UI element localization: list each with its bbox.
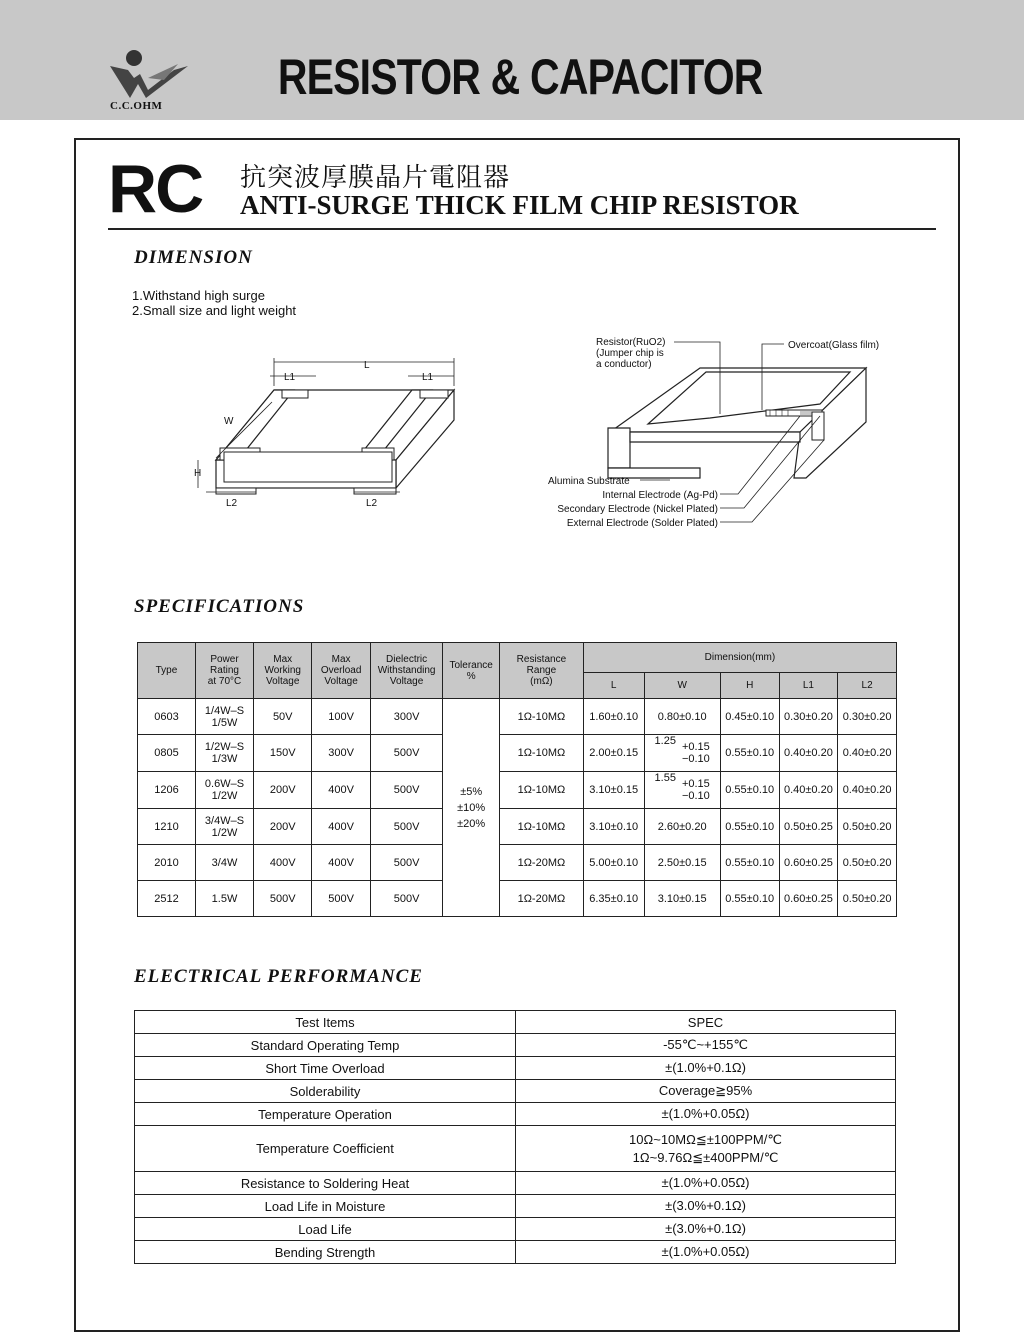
feature-item: 2.Small size and light weight	[132, 303, 297, 318]
table-cell: 500V	[312, 881, 370, 917]
table-cell: 1.55 +0.15 −0.10	[644, 772, 720, 809]
table-cell: 1/4W–S 1/5W	[195, 699, 253, 735]
table-cell: 0.60±0.25	[779, 845, 838, 881]
table-cell: 2.00±0.15	[583, 735, 644, 772]
table-cell: 400V	[312, 845, 370, 881]
table-cell: 0.40±0.20	[779, 772, 838, 809]
feature-list	[132, 288, 296, 318]
outline-label: L2	[366, 498, 378, 509]
table-cell: 1206	[138, 772, 196, 809]
col-header: Power Rating at 70°C	[195, 643, 253, 699]
test-item-cell: Standard Operating Temp	[135, 1034, 516, 1057]
page-title: RESISTOR & CAPACITOR	[277, 49, 763, 105]
table-row	[138, 845, 897, 881]
outline-label: L	[364, 360, 370, 371]
table-cell: 500V	[254, 881, 312, 917]
table-cell: 300V	[312, 735, 370, 772]
alumina-label: Alumina Substrate	[548, 476, 630, 487]
col-header: L1	[779, 673, 838, 699]
table-cell: 100V	[312, 699, 370, 735]
outline-label: W	[224, 416, 234, 427]
table-cell: 0.60±0.25	[779, 881, 838, 917]
table-cell: 0.55±0.10	[720, 845, 779, 881]
test-item-cell: Temperature Coefficient	[135, 1126, 516, 1172]
table-cell: 1.60±0.10	[583, 699, 644, 735]
test-item-cell: Load Life in Moisture	[135, 1195, 516, 1218]
col-header: Max Working Voltage	[254, 643, 312, 699]
test-item-cell: Resistance to Soldering Heat	[135, 1172, 516, 1195]
table-cell: 0.30±0.20	[838, 699, 897, 735]
table-cell: 0.50±0.25	[779, 809, 838, 845]
table-cell: 2010	[138, 845, 196, 881]
table-cell: 0.50±0.20	[838, 845, 897, 881]
electrical-heading: ELECTRICAL PERFORMANCE	[134, 966, 423, 987]
english-title: ANTI-SURGE THICK FILM CHIP RESISTOR	[240, 190, 799, 220]
outline-label: L1	[284, 372, 296, 383]
col-header: Max Overload Voltage	[312, 643, 370, 699]
table-cell: 0.80±0.10	[644, 699, 720, 735]
col-header: Resistance Range (mΩ)	[499, 643, 583, 699]
table-cell: 1210	[138, 809, 196, 845]
spec-cell: ±(3.0%+0.1Ω)	[516, 1195, 896, 1218]
table-row	[135, 1080, 896, 1103]
table-cell: 0.40±0.20	[838, 772, 897, 809]
table-cell: 400V	[312, 809, 370, 845]
table-cell: 3.10±0.15	[644, 881, 720, 917]
table-row	[138, 809, 897, 845]
table-cell: 0.40±0.20	[838, 735, 897, 772]
table-row	[138, 699, 897, 735]
table-cell: 150V	[254, 735, 312, 772]
spec-cell: Coverage≧95%	[516, 1080, 896, 1103]
cross-section-diagram	[530, 332, 910, 542]
table-cell: 0.55±0.10	[720, 735, 779, 772]
table-cell: 5.00±0.10	[583, 845, 644, 881]
col-header: L2	[838, 673, 897, 699]
spec-cell: -55℃~+155℃	[516, 1034, 896, 1057]
test-item-cell: Short Time Overload	[135, 1057, 516, 1080]
outline-label: L2	[226, 498, 238, 509]
table-cell: 3.10±0.15	[583, 772, 644, 809]
table-row	[138, 881, 897, 917]
overcoat-label: Overcoat(Glass film)	[788, 340, 880, 351]
spec-cell: ±(1.0%+0.05Ω)	[516, 1241, 896, 1264]
col-header: Tolerance %	[443, 643, 500, 699]
table-cell: 0.50±0.20	[838, 809, 897, 845]
specifications-heading: SPECIFICATIONS	[134, 596, 305, 617]
table-cell: 1Ω-10MΩ	[499, 735, 583, 772]
table-cell: 0.40±0.20	[779, 735, 838, 772]
table-cell: 2.60±0.20	[644, 809, 720, 845]
page-header	[0, 0, 1024, 120]
col-header: Dimension(mm)	[583, 643, 896, 673]
col-header: Dielectric Withstanding Voltage	[370, 643, 443, 699]
table-row	[135, 1034, 896, 1057]
col-header: SPEC	[516, 1011, 896, 1034]
col-header: H	[720, 673, 779, 699]
table-cell: 0.45±0.10	[720, 699, 779, 735]
spec-cell: 10Ω~10MΩ≦±100PPM/℃ 1Ω~9.76Ω≦±400PPM/℃	[516, 1126, 896, 1172]
spec-cell: ±(1.0%+0.05Ω)	[516, 1172, 896, 1195]
table-cell: 0603	[138, 699, 196, 735]
table-cell: 500V	[370, 772, 443, 809]
spec-cell: ±(1.0%+0.05Ω)	[516, 1103, 896, 1126]
resistor-label: a conductor)	[596, 359, 652, 370]
product-code: RC	[108, 151, 203, 227]
table-cell: 400V	[254, 845, 312, 881]
dimension-heading: DIMENSION	[134, 247, 253, 268]
table-row	[135, 1126, 896, 1172]
table-cell: 300V	[370, 699, 443, 735]
table-cell: 200V	[254, 772, 312, 809]
table-row	[135, 1103, 896, 1126]
table-cell: 50V	[254, 699, 312, 735]
tolerance-cell: ±5% ±10% ±20%	[443, 699, 500, 917]
table-cell: 3/4W–S 1/2W	[195, 809, 253, 845]
brand-name: C.C.OHM	[110, 100, 163, 112]
external-electrode-label: External Electrode (Solder Plated)	[566, 518, 718, 529]
electrical-table	[134, 1010, 896, 1264]
chip-outline-diagram	[186, 350, 466, 520]
table-row	[135, 1172, 896, 1195]
table-cell: 400V	[312, 772, 370, 809]
table-cell: 6.35±0.10	[583, 881, 644, 917]
table-cell: 500V	[370, 735, 443, 772]
chinese-title: 抗突波厚膜晶片電阻器	[240, 163, 511, 193]
table-cell: 0.50±0.20	[838, 881, 897, 917]
table-cell: 1Ω-10MΩ	[499, 699, 583, 735]
col-header: Test Items	[135, 1011, 516, 1034]
specifications-table	[137, 642, 897, 917]
table-cell: 1Ω-10MΩ	[499, 772, 583, 809]
table-cell: 1Ω-10MΩ	[499, 809, 583, 845]
table-row	[138, 772, 897, 809]
outline-label: L1	[422, 372, 434, 383]
title-divider	[108, 228, 936, 230]
table-cell: 0.55±0.10	[720, 809, 779, 845]
table-row	[135, 1057, 896, 1080]
table-row	[138, 735, 897, 772]
test-item-cell: Temperature Operation	[135, 1103, 516, 1126]
table-cell: 2512	[138, 881, 196, 917]
table-row	[135, 1241, 896, 1264]
table-cell: 500V	[370, 809, 443, 845]
table-cell: 0.6W–S 1/2W	[195, 772, 253, 809]
table-cell: 3.10±0.10	[583, 809, 644, 845]
feature-item: 1.Withstand high surge	[132, 288, 265, 303]
col-header: Type	[138, 643, 196, 699]
col-header: L	[583, 673, 644, 699]
table-cell: 0.55±0.10	[720, 881, 779, 917]
table-cell: 3/4W	[195, 845, 253, 881]
table-cell: 1.25 +0.15 −0.10	[644, 735, 720, 772]
spec-cell: ±(3.0%+0.1Ω)	[516, 1218, 896, 1241]
resistor-label: Resistor(RuO2)	[596, 337, 666, 348]
outline-label: H	[194, 468, 202, 479]
spec-cell: ±(1.0%+0.1Ω)	[516, 1057, 896, 1080]
table-row	[135, 1195, 896, 1218]
table-cell: 1Ω-20MΩ	[499, 881, 583, 917]
resistor-label: (Jumper chip is	[596, 348, 664, 359]
table-cell: 500V	[370, 845, 443, 881]
table-cell: 2.50±0.15	[644, 845, 720, 881]
table-cell: 1Ω-20MΩ	[499, 845, 583, 881]
secondary-electrode-label: Secondary Electrode (Nickel Plated)	[557, 504, 718, 515]
test-item-cell: Load Life	[135, 1218, 516, 1241]
table-cell: 1/2W–S 1/3W	[195, 735, 253, 772]
test-item-cell: Solderability	[135, 1080, 516, 1103]
test-item-cell: Bending Strength	[135, 1241, 516, 1264]
table-row	[135, 1218, 896, 1241]
table-cell: 0805	[138, 735, 196, 772]
table-cell: 0.30±0.20	[779, 699, 838, 735]
col-header: W	[644, 673, 720, 699]
internal-electrode-label: Internal Electrode (Ag-Pd)	[602, 490, 718, 501]
table-cell: 1.5W	[195, 881, 253, 917]
table-cell: 200V	[254, 809, 312, 845]
table-cell: 0.55±0.10	[720, 772, 779, 809]
table-cell: 500V	[370, 881, 443, 917]
